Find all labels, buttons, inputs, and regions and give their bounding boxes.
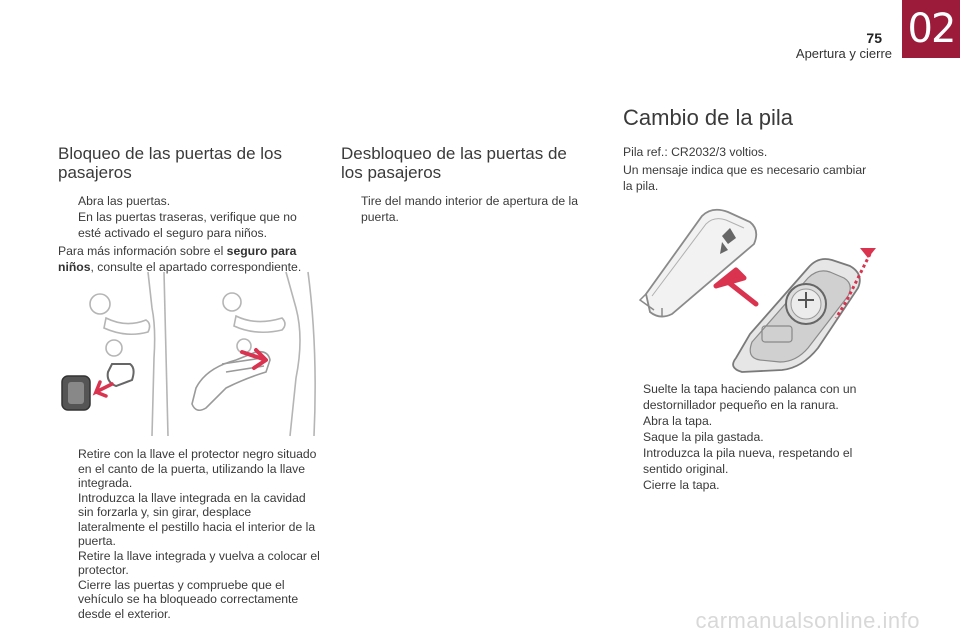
list-item: Introduzca la pila nueva, respetando el sentido original. (643, 446, 853, 476)
list-item: Abra la tapa. (643, 414, 713, 428)
door-latch (234, 316, 285, 332)
fob-cover (640, 210, 756, 317)
section-title-unlock: Desbloqueo de las puertas de los pasajeros (341, 144, 567, 182)
door-hole (223, 293, 241, 311)
list-item: Suelte la tapa haciendo palanca con un destornillador pequeño en la ranura. (643, 382, 857, 412)
lock-bullets (58, 193, 308, 241)
arrow-left-icon (96, 382, 112, 396)
lock-steps-list (58, 447, 320, 621)
list-item: En las puertas traseras, verifique que no esté activado el seguro para niños. (78, 210, 297, 240)
child-lock-note: Para más información sobre el seguro para niños, consulte el apartado correspondiente. (58, 244, 302, 274)
door-hole (106, 340, 122, 356)
battery-steps (623, 381, 878, 493)
left-column (58, 144, 308, 275)
lock-steps (58, 447, 320, 621)
page-number: 75 (866, 30, 882, 46)
list-item: Saque la pila gastada. (643, 430, 764, 444)
child-lock-term: seguro para niños (58, 244, 297, 274)
lock-lever (192, 352, 270, 411)
door-edge-line (164, 272, 168, 436)
watermark: carmanualsonline.info (695, 608, 920, 633)
slot-arrow-icon (860, 248, 876, 258)
chapter-tab: 02 (902, 0, 960, 58)
chapter-title: Apertura y cierre (795, 46, 892, 61)
door-lock-illustration (56, 268, 320, 440)
section-title-battery: Cambio de la pila (623, 105, 793, 130)
unlock-bullets (341, 193, 591, 225)
door-latch (104, 318, 150, 334)
middle-column (341, 144, 591, 225)
protector-slot (68, 382, 84, 404)
door-edge-line (286, 272, 300, 436)
door-edge-line (148, 272, 155, 436)
battery-steps-list (623, 381, 878, 493)
list-item: Cierre las puertas y compruebe que el vehículo se ha bloqueado correctamente desde el exterior. (78, 577, 299, 621)
list-item: Retire con la llave el protector negro situado en el canto de la puerta, utilizando la llave integrada. (78, 447, 317, 490)
list-item: Tire del mando interior de apertura de la puerta. (361, 194, 579, 224)
list-item: Cierre la tapa. (643, 478, 720, 492)
list-item: Introduzca la llave integrada en la cavidad sin forzarla y, sin girar, desplace lateralmente el pestillo hacia el interior de la puerta. (78, 490, 316, 548)
door-edge-line (308, 272, 315, 436)
battery-message: Un mensaje indica que es necesario cambiar la pila. (623, 163, 867, 193)
key-fob-illustration (632, 208, 882, 374)
section-title-lock: Bloqueo de las puertas de los pasajeros (58, 144, 282, 182)
list-item: Retire la llave integrada y vuelva a colocar el protector. (78, 548, 320, 577)
open-cover-arrow-icon (716, 270, 756, 304)
battery-ref: Pila ref.: CR2032/3 voltios. (623, 145, 768, 159)
right-column (623, 106, 873, 194)
list-item: Abra las puertas. (78, 194, 171, 208)
fob-body (733, 259, 860, 372)
door-hole (90, 294, 110, 314)
